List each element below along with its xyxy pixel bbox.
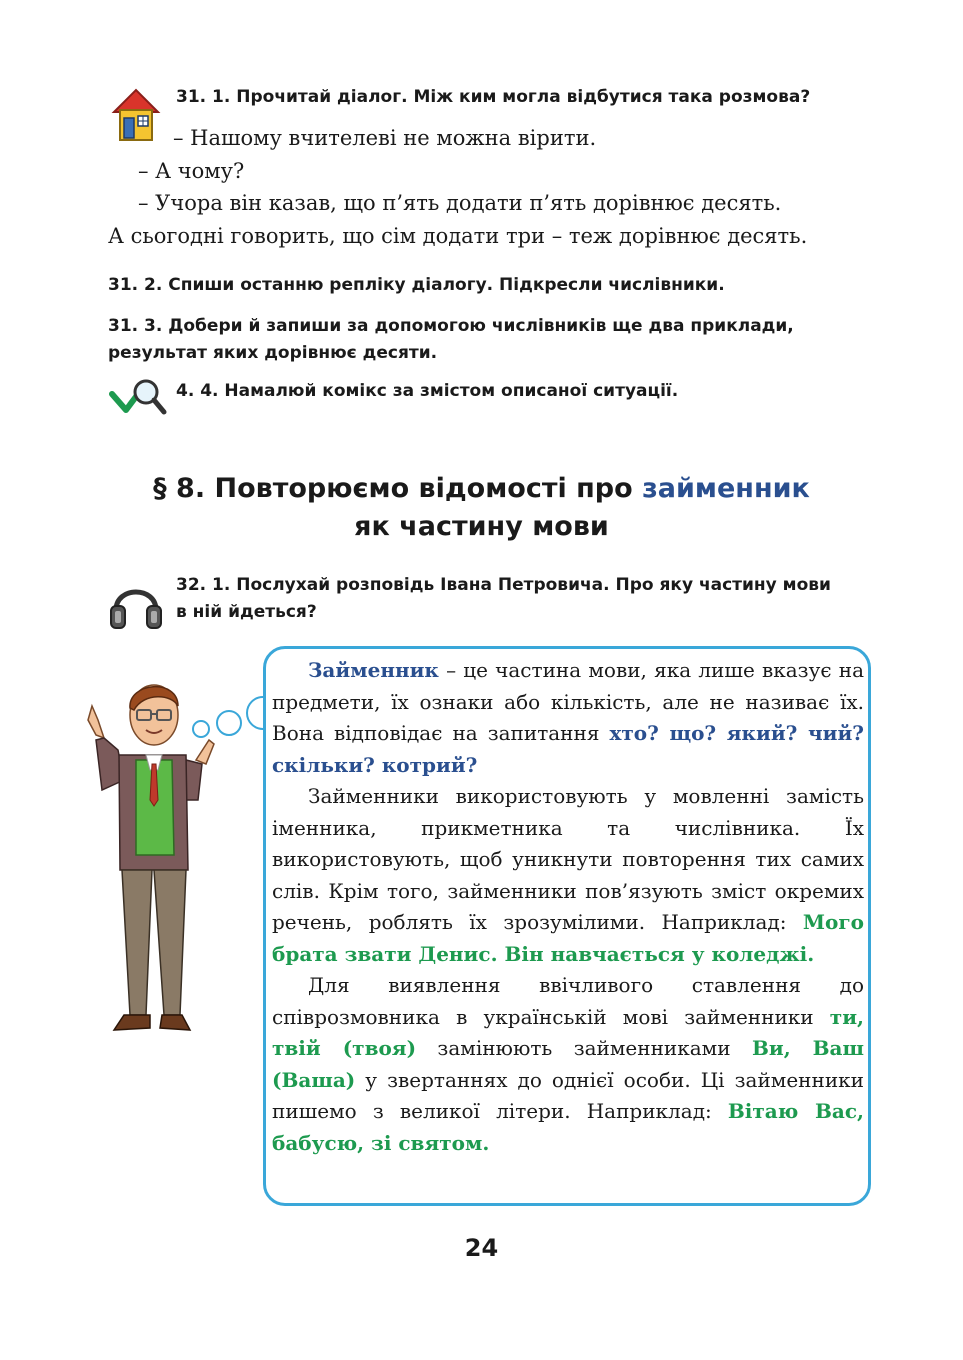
task-31-1: 31. 1. Прочитай діалог. Між ким могла відбутися така розмова? bbox=[176, 87, 811, 107]
task-31-2: 31. 2. Спиши останню репліку діалогу. Підкресли числівники. bbox=[108, 275, 725, 295]
dialog-line-3: – Учора він казав, що п’ять додати п’ять дорівнює десять. bbox=[138, 191, 782, 215]
usage-example: Мого брата звати Денис. Він навчається у коледжі. bbox=[272, 910, 864, 966]
section-title-prefix: § 8. Повторюємо відомості про bbox=[153, 473, 643, 504]
politeness-example: Вітаю Вас, бабусю, зі святом. bbox=[272, 1099, 865, 1155]
definition-text: – це частина мови, яка лише вказує на предмети, їх ознаки або кількість, але не називає їх. Вона відповідає на запитання bbox=[272, 658, 864, 745]
task-32-1-line-1: 32. 1. Послухай розповідь Івана Петровича. Про яку частину мови bbox=[176, 575, 831, 595]
magnifier-check-icon bbox=[108, 376, 168, 420]
questions-text: хто? що? який? чий? скільки? котрий? bbox=[272, 721, 865, 777]
thought-bubble-small bbox=[192, 720, 210, 738]
politeness-text-2: замінюють займенниками bbox=[416, 1036, 752, 1060]
section-title-line-2: як частину мови bbox=[354, 511, 609, 542]
teacher-illustration bbox=[74, 660, 224, 1050]
dialog-line-2: – А чому? bbox=[138, 159, 245, 183]
informal-pronouns: ти, твій (твоя) bbox=[272, 1004, 864, 1060]
term-pronoun: Займенник bbox=[308, 658, 439, 682]
usage-text: Займенники використовують у мовленні замість іменника, прикметника та числівника. Їх використовують, щоб уникнути повторення тих самих слів. Крім того, займенники пов’язують зміст окремих речень, роблять їх зрозумілими. Наприклад: bbox=[272, 784, 864, 934]
task-32-1-line-2: в ній йдеться? bbox=[176, 602, 317, 622]
task-31-3-line-1: 31. 3. Добери й запиши за допомогою числівників ще два приклади, bbox=[108, 316, 794, 336]
thought-bubble-medium bbox=[216, 710, 242, 736]
headphones-icon bbox=[108, 574, 164, 632]
info-paragraph-2 bbox=[272, 781, 864, 970]
info-box-text bbox=[272, 655, 864, 1159]
section-title-line-1 bbox=[0, 470, 963, 508]
task-31-3-line-2: результат яких дорівнює десяти. bbox=[108, 343, 438, 363]
info-paragraph-3 bbox=[272, 970, 864, 1159]
politeness-text-3: у звертаннях до однієї особи. Ці займенники пишемо з великої літери. Наприклад: bbox=[272, 1067, 864, 1123]
page-number: 24 bbox=[464, 1234, 499, 1262]
dialog-line-4: А сьогодні говорить, що сім додати три – теж дорівнює десять. bbox=[108, 224, 808, 248]
section-title-highlight: займенник bbox=[642, 473, 810, 504]
info-paragraph-1 bbox=[272, 655, 864, 781]
politeness-text-1: Для виявлення ввічливого ставлення до співрозмовника в українській мові займенники bbox=[272, 973, 864, 1029]
task-4-4: 4. 4. Намалюй комікс за змістом описаної ситуації. bbox=[176, 381, 679, 401]
house-icon bbox=[110, 86, 162, 142]
formal-pronouns: Ви, Ваш (Ваша) bbox=[272, 1036, 864, 1092]
dialog-line-1: – Нашому вчителеві не можна вірити. bbox=[173, 126, 597, 150]
